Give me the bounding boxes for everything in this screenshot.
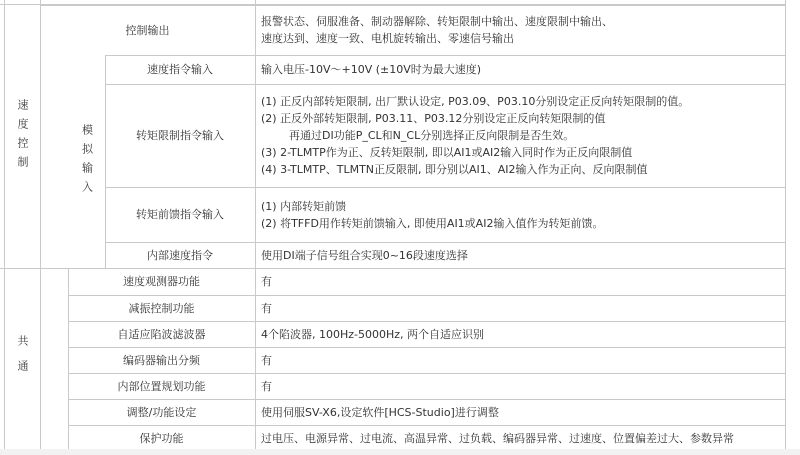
torque-ff-line-2: (2) 将TFFD用作转矩前馈输入, 即使用AI1或AI2输入值作为转矩前馈。 [261,216,604,230]
row-value-speed-cmd: 输入电压-10V～+10V (±10V时为最大速度) [261,63,482,76]
section-speed-control [4,5,40,268]
row-value-speed-observer: 有 [261,275,272,288]
control-output-line-1: 报警状态、伺服准备、制动器解除、转矩限制中输出、速度限制中输出、 [261,15,613,28]
control-output-line-2: 速度达到、速度一致、电机旋转输出、零速信号输出 [261,32,514,45]
row-value-internal-speed: 使用DI端子信号组合实现0~16段速度选择 [261,248,468,262]
row-label-speed-observer: 速度观测器功能 [123,275,200,288]
row-label-torque-ff: 转矩前馈指令输入 [136,208,224,221]
row-label-vibration: 减振控制功能 [128,301,195,315]
row-value-protection: 过电压、电源异常、过电流、高温异常、过负载、编码器异常、过速度、位置偏差过大、参数异常 [261,431,734,445]
torque-limit-line-5: (4) 3-TLMTP、TLMTN正反限制, 即分别以AI1、AI2输入作为正向、反向限制值 [261,163,648,176]
row-label-torque-limit: 转矩限制指令输入 [136,129,224,142]
row-label-protection: 保护功能 [139,431,184,445]
row-value-vibration: 有 [261,301,272,315]
row-value-notch: 4个陷波器, 100Hz-5000Hz, 两个自适应识别 [261,327,485,341]
row-label-speed-cmd: 速度指令输入 [147,63,213,76]
torque-limit-line-3: 再通过DI功能P_CL和N_CL分别选择正反向限制是否生效。 [289,129,575,142]
torque-limit-line-4: (3) 2-TLMTP作为正、反转矩限制, 即以AI1或AI2输入同时作为正反向限制值 [261,146,633,159]
row-label-notch: 自适应陷波滤波器 [117,327,206,341]
row-label-tuning: 调整/功能设定 [126,405,197,419]
row-label-control-output: 控制输出 [125,23,170,37]
row-label-encoder-div: 编码器输出分频 [123,353,200,367]
row-value-pos-plan: 有 [261,379,272,393]
row-label-internal-speed: 内部速度指令 [147,248,213,262]
row-value-tuning: 使用伺服SV-X6,设定软件[HCS-Studio]进行调整 [261,405,499,419]
section-common-label: 共通 [16,334,29,385]
row-value-torque-limit [255,84,785,187]
torque-ff-line-1: (1) 内部转矩前馈 [261,199,347,213]
section-common [4,268,40,451]
section-analog-label: 模拟输入 [80,123,94,200]
bottom-strip [0,449,800,455]
row-value-control-output [255,5,785,55]
section-analog-input [68,55,105,268]
section-speed-label: 速度控制 [16,98,29,175]
row-value-encoder-div: 有 [261,353,272,367]
row-value-torque-ff [255,187,785,242]
torque-limit-line-1: (1) 正反内部转矩限制, 出厂默认设定, P03.09、P03.10分别设定正反向转矩限制的值。 [261,95,690,108]
row-label-pos-plan: 内部位置规划功能 [117,379,206,393]
torque-limit-line-2: (2) 正反外部转矩限制, P03.11、P03.12分别设定正反向转矩限制的值 [261,112,606,125]
